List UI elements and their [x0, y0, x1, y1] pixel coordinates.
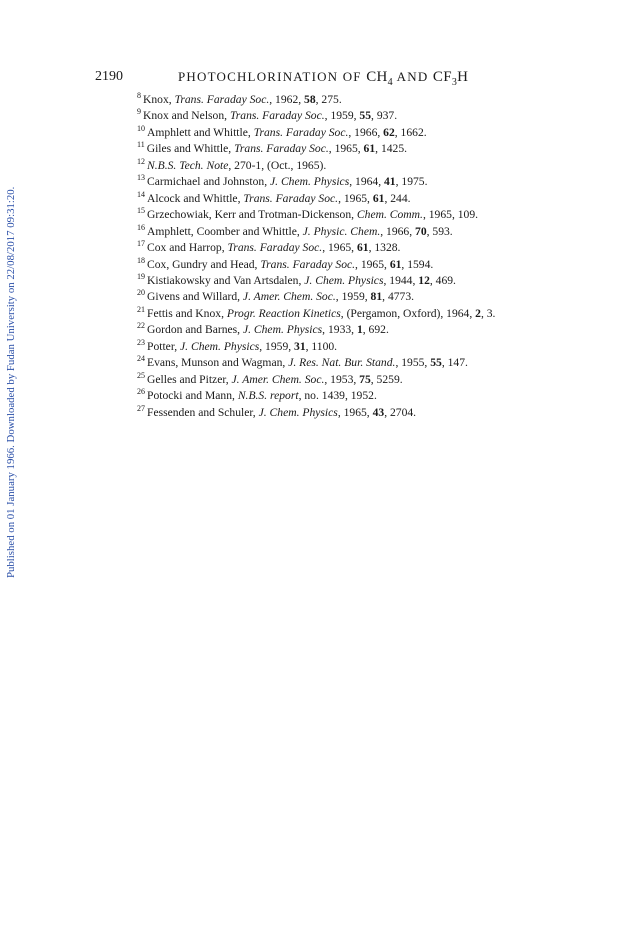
reference-item [137, 287, 577, 303]
reference-number: 21 [137, 304, 145, 314]
reference-year: , 1944, [383, 273, 419, 287]
formula-cf3h-end: H [457, 69, 469, 85]
page-number: 2190 [95, 69, 123, 84]
reference-number: 20 [137, 288, 145, 298]
reference-journal: Trans. Faraday Soc. [234, 142, 329, 156]
reference-journal: Trans. Faraday Soc. [253, 125, 349, 139]
reference-number: 25 [137, 370, 145, 380]
reference-number: 10 [137, 123, 145, 133]
reference-number: 26 [137, 387, 145, 397]
reference-journal: J. Chem. Physics [258, 405, 338, 419]
reference-number: 17 [137, 239, 145, 249]
reference-journal: J. Chem. Physics [180, 339, 260, 353]
reference-year: , 1953, [324, 372, 360, 386]
reference-volume: 61 [363, 142, 376, 156]
formula-ch4 [366, 69, 393, 88]
reference-pages: , 937. [371, 109, 398, 123]
reference-authors: Fessenden and Schuler, [147, 405, 259, 419]
reference-authors: Knox and Nelson, [143, 109, 230, 123]
reference-year: , 1965, [328, 142, 364, 156]
reference-journal: J. Chem. Physics [270, 175, 350, 189]
reference-item [137, 271, 577, 287]
reference-pages: , 469. [429, 273, 456, 287]
reference-authors: Cox and Harrop, [147, 240, 228, 254]
reference-pages: , 4773. [382, 290, 415, 304]
reference-journal: J. Amer. Chem. Soc. [242, 290, 336, 304]
reference-pages: , 3. [480, 306, 496, 320]
reference-year: , 1955, [395, 356, 431, 370]
reference-pages: , 1594. [401, 257, 434, 271]
reference-authors: Fettis and Knox, [147, 306, 227, 320]
reference-authors: Alcock and Whittle, [147, 191, 244, 205]
reference-journal: Trans. Faraday Soc. [260, 257, 356, 271]
reference-number: 13 [137, 173, 145, 183]
reference-volume: 62 [383, 125, 395, 139]
reference-authors: Cox, Gundry and Head, [147, 257, 261, 271]
reference-item [137, 189, 577, 205]
reference-journal: J. Chem. Physics [242, 323, 323, 337]
reference-number: 9 [137, 107, 141, 117]
reference-year: , 1965, [338, 191, 373, 205]
reference-year: , 1965, 109. [422, 208, 479, 222]
reference-pages: , 5259. [370, 372, 403, 386]
reference-year: , 1962, [269, 92, 305, 106]
reference-number: 14 [137, 189, 145, 199]
reference-year: , (Pergamon, Oxford), 1964, [340, 306, 476, 320]
formula-ch4-base: CH [366, 69, 388, 85]
reference-journal: Progr. Reaction Kinetics [226, 306, 341, 320]
reference-volume: 1 [356, 323, 363, 337]
reference-volume: 75 [359, 372, 371, 386]
reference-authors: Knox, [143, 92, 175, 106]
reference-pages: , 1425. [375, 142, 408, 156]
reference-number: 12 [137, 156, 145, 166]
reference-journal: Chem. Comm. [356, 208, 423, 222]
reference-volume: 61 [356, 240, 369, 254]
running-head-and: AND [392, 69, 433, 84]
reference-authors: Potocki and Mann, [147, 389, 238, 403]
reference-item [137, 156, 577, 172]
reference-authors: Amphlett and Whittle, [147, 125, 254, 139]
reference-item [137, 255, 577, 271]
reference-journal: J. Amer. Chem. Soc. [231, 372, 325, 386]
reference-journal: J. Physic. Chem. [302, 224, 381, 238]
reference-number: 16 [137, 222, 145, 232]
reference-item [137, 238, 577, 254]
reference-item [137, 222, 577, 238]
reference-item [137, 370, 577, 386]
reference-item [137, 172, 577, 188]
reference-journal: N.B.S. report [237, 389, 299, 403]
reference-year: , 1966, [348, 125, 384, 139]
reference-number: 23 [137, 337, 145, 347]
reference-number: 19 [137, 271, 145, 281]
reference-number: 24 [137, 354, 145, 364]
publication-note: Published on 01 January 1966. Downloaded by Fudan University on 22/08/2017 09:31:20. [5, 186, 17, 578]
reference-number: 22 [137, 321, 145, 331]
reference-item [137, 320, 577, 336]
reference-year: , 1959, [259, 339, 295, 353]
reference-number: 11 [137, 140, 145, 150]
reference-year: , 1959, [324, 109, 360, 123]
reference-pages: , 2704. [384, 405, 417, 419]
formula-cf3h-base: CF [432, 69, 452, 85]
formula-cf3h-subscript: 3 [451, 77, 458, 88]
reference-pages: , 692. [362, 323, 389, 337]
reference-authors: Evans, Munson and Wagman, [147, 356, 289, 370]
running-head [178, 69, 468, 88]
reference-volume: 43 [372, 405, 385, 419]
reference-pages: , 593. [426, 224, 453, 238]
reference-item [137, 139, 577, 155]
reference-number: 8 [137, 91, 141, 100]
reference-volume: 55 [430, 356, 442, 370]
reference-volume: 70 [415, 224, 427, 238]
reference-year: , 1959, [335, 290, 371, 304]
reference-pages: , 244. [384, 191, 411, 205]
reference-number: 18 [137, 255, 145, 265]
reference-year: , 1964, [349, 175, 384, 189]
reference-journal: N.B.S. Tech. Note [147, 158, 229, 172]
reference-list [137, 90, 577, 419]
reference-authors: Carmichael and Johnston, [147, 175, 270, 189]
reference-journal: J. Res. Nat. Bur. Stand. [288, 356, 396, 370]
reference-number: 15 [137, 206, 145, 216]
reference-volume: 12 [418, 273, 430, 287]
reference-item [137, 403, 577, 419]
reference-authors: Givens and Willard, [147, 290, 243, 304]
reference-pages: , 1975. [395, 175, 428, 189]
reference-volume: 2 [475, 306, 481, 320]
reference-item [137, 353, 577, 369]
running-head-text: PHOTOCHLORINATION OF [178, 69, 367, 84]
reference-journal: Trans. Faraday Soc. [243, 191, 339, 205]
reference-year: , 1933, [322, 323, 357, 337]
reference-authors: Kistiakowsky and Van Artsdalen, [147, 273, 305, 287]
reference-pages: , 1100. [305, 339, 338, 353]
reference-pages: , 275. [315, 92, 342, 106]
reference-pages: , 1328. [368, 240, 401, 254]
reference-authors: Amphlett, Coomber and Whittle, [147, 224, 303, 238]
reference-year: , 270-1, (Oct., 1965). [228, 158, 327, 172]
reference-journal: Trans. Faraday Soc. [229, 109, 325, 123]
formula-ch4-subscript: 4 [387, 77, 393, 88]
reference-authors: Gelles and Pitzer, [147, 372, 232, 386]
reference-item [137, 123, 577, 139]
reference-authors: Giles and Whittle, [146, 142, 235, 156]
formula-cf3h [432, 69, 469, 88]
reference-year: , 1965, [322, 240, 357, 254]
reference-item [137, 386, 577, 402]
reference-journal: J. Chem. Physics [304, 273, 384, 287]
reference-year: , 1966, [380, 224, 416, 238]
reference-volume: 81 [370, 290, 383, 304]
reference-pages: , 1662. [394, 125, 427, 139]
reference-volume: 31 [294, 339, 306, 353]
reference-volume: 61 [389, 257, 402, 271]
reference-pages: , 147. [441, 356, 468, 370]
reference-journal: Trans. Faraday Soc. [174, 92, 270, 106]
reference-item [137, 106, 577, 122]
reference-year: , 1965, [355, 257, 390, 271]
reference-volume: 41 [384, 175, 396, 189]
reference-volume: 55 [359, 109, 372, 123]
reference-authors: Gordon and Barnes, [147, 323, 243, 337]
reference-year: , 1965, [337, 405, 373, 419]
reference-item [137, 304, 577, 320]
reference-authors: Potter, [147, 339, 181, 353]
reference-item [137, 90, 577, 106]
reference-volume: 61 [372, 191, 385, 205]
reference-item [137, 205, 577, 221]
reference-journal: Trans. Faraday Soc. [227, 240, 323, 254]
reference-number: 27 [137, 403, 145, 413]
reference-authors: Grzechowiak, Kerr and Trotman-Dickenson, [147, 208, 357, 222]
reference-year: , no. 1439, 1952. [298, 389, 377, 403]
reference-volume: 58 [304, 92, 316, 106]
reference-item [137, 337, 577, 353]
